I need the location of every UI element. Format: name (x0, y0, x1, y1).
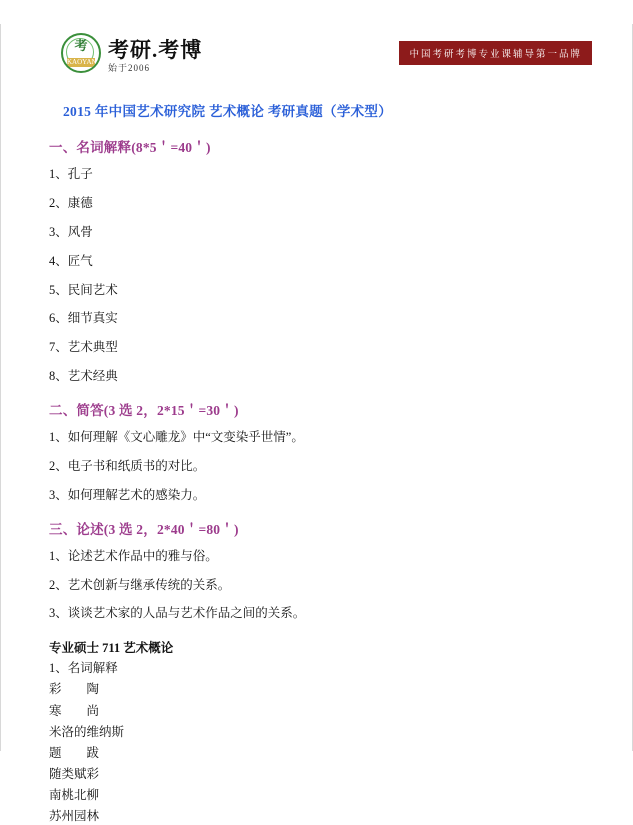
tail-heading: 专业硕士 711 艺术概论 (49, 641, 174, 656)
header-banner: 中国考研考博专业课辅导第一品牌 (399, 41, 592, 65)
list-item: 1、如何理解《文心雕龙》中“文变染乎世情”。 (49, 430, 304, 444)
section-heading: 一、名词解释(8*5＇=40＇) (49, 140, 211, 155)
section-heading: 三、论述(3 选 2，2*40＇=80＇) (49, 521, 239, 537)
document-page (0, 24, 633, 824)
tail-line: 1、名词解释 (49, 661, 118, 676)
list-item: 3、风骨 (49, 224, 93, 239)
list-item: 6、细节真实 (49, 311, 118, 326)
list-item: 4、匠气 (49, 253, 93, 268)
page-title: 2015 年中国艺术研究院 艺术概论 考研真题（学术型） (63, 104, 393, 119)
brand-logo-group (61, 33, 202, 73)
list-item: 1、论述艺术作品中的雅与俗。 (49, 548, 218, 563)
list-item: 7、艺术典型 (49, 340, 118, 355)
logo-icon (61, 33, 101, 73)
list-item: 2、电子书和纸质书的对比。 (49, 458, 206, 473)
list-item: 2、康德 (49, 195, 93, 210)
document-content (1, 82, 632, 825)
tail-line: 随类赋彩 (49, 766, 100, 781)
tail-line: 题 跋 (49, 745, 100, 760)
tail-line: 彩 陶 (49, 682, 100, 697)
brand-subtitle: 始于2006 (108, 63, 151, 73)
tail-line: 南桃北柳 (49, 788, 100, 802)
logo-glyph: 考 (74, 38, 88, 53)
brand-title: 考研.考博 (108, 38, 203, 62)
logo-bar-text: KAOYAN (67, 58, 97, 66)
section-heading: 二、简答(3 选 2，2*15＇=30＇) (49, 403, 239, 418)
list-item: 5、民间艺术 (49, 282, 118, 297)
brand-text (108, 40, 202, 73)
list-item: 3、谈谈艺术家的人品与艺术作品之间的关系。 (49, 606, 306, 621)
tail-line: 寒 尚 (49, 703, 100, 718)
list-item: 2、艺术创新与继承传统的关系。 (49, 577, 231, 592)
list-item: 3、如何理解艺术的感染力。 (49, 487, 206, 502)
tail-line: 苏州园林 (49, 809, 100, 824)
page-header (1, 24, 632, 82)
list-item: 1、孔子 (49, 167, 93, 181)
tail-line: 米洛的维纳斯 (49, 724, 125, 739)
list-item: 8、艺术经典 (49, 369, 118, 384)
